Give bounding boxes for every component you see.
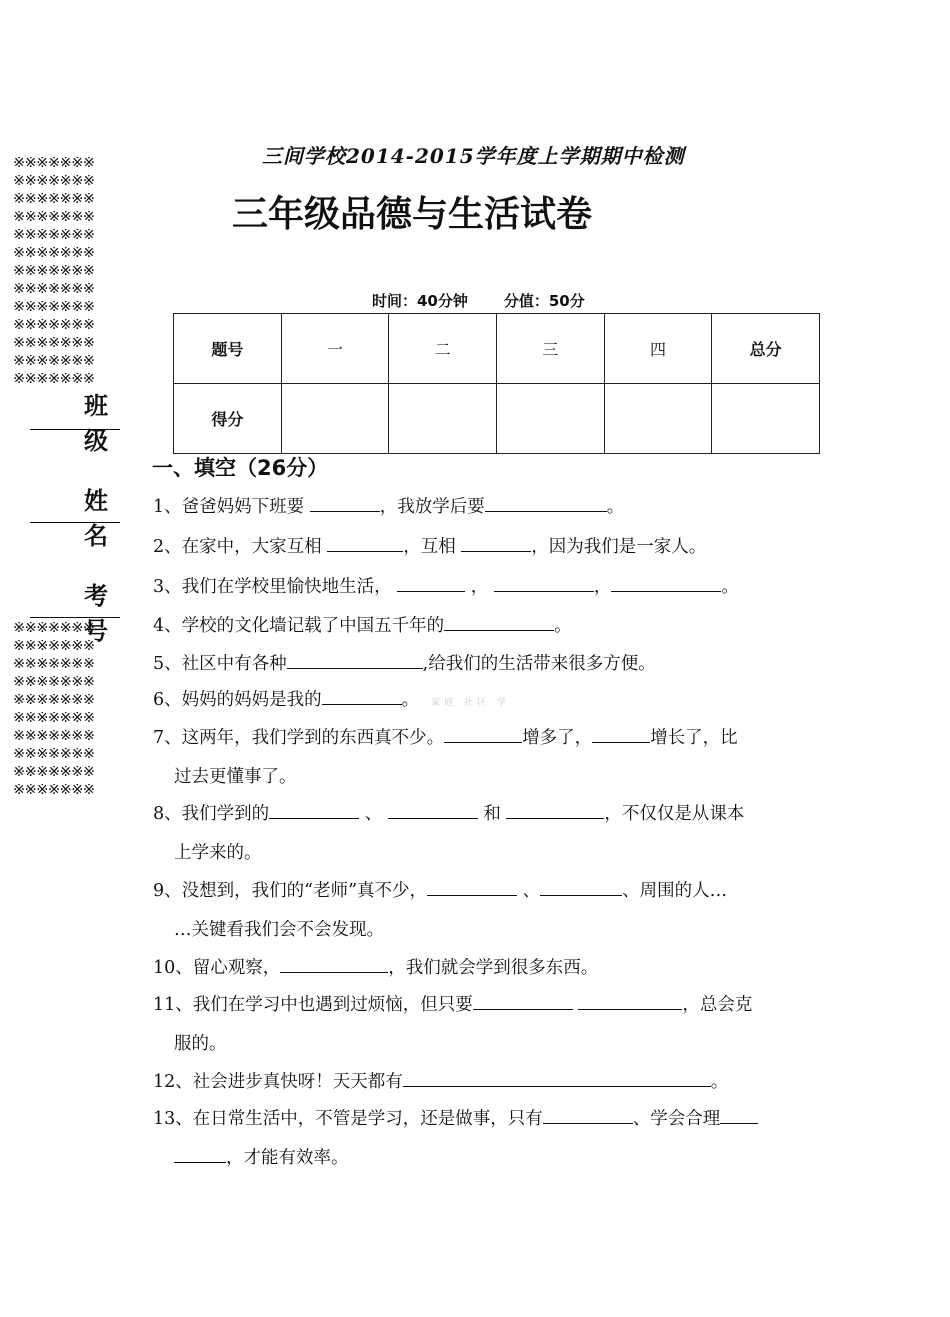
number-label: 考 号 (84, 582, 120, 645)
answer-blank[interactable] (506, 802, 604, 819)
question-text: 、 (517, 881, 541, 901)
question-12 (153, 1068, 728, 1093)
row-label: 得分 (174, 384, 282, 454)
question-text: 。 (401, 690, 420, 710)
answer-blank[interactable] (592, 726, 650, 743)
question-text: 7、这两年，我们学到的东西真不少。 (153, 728, 445, 748)
answer-blank[interactable] (543, 1107, 633, 1124)
answer-blank[interactable] (269, 802, 359, 819)
header-cell: 二 (389, 314, 497, 384)
question-1 (153, 493, 624, 518)
pattern-row: ※※※※※※※ (13, 229, 95, 242)
class-label: 班 级 (84, 392, 120, 455)
question-9-cont: …关键看我们会不会发现。 (174, 920, 384, 940)
section-title: 一、填空（26分） (152, 456, 329, 480)
answer-blank[interactable] (720, 1107, 758, 1124)
question-text: 5、社区中有各种 (153, 654, 287, 674)
score-cell[interactable] (496, 384, 604, 454)
question-text: ，不仅仅是从课本 (604, 804, 745, 824)
question-13 (153, 1105, 758, 1130)
answer-blank[interactable] (310, 495, 380, 512)
class-input-line[interactable] (30, 429, 120, 430)
answer-blank[interactable] (461, 535, 531, 552)
pattern-row: ※※※※※※※ (13, 283, 95, 296)
score-value-label: 分值：50分 (503, 292, 585, 310)
question-text: ， (465, 577, 494, 597)
header-cell: 题号 (174, 314, 282, 384)
question-11-cont: 服的。 (174, 1034, 227, 1054)
pattern-row: ※※※※※※※ (13, 301, 95, 314)
pattern-row: ※※※※※※※ (13, 766, 95, 779)
answer-blank[interactable] (174, 1146, 226, 1163)
score-cell[interactable] (281, 384, 389, 454)
question-text: ，因为我们是一家人。 (531, 537, 707, 557)
answer-blank[interactable] (280, 956, 388, 973)
answer-blank[interactable] (397, 575, 465, 592)
answer-blank[interactable] (473, 993, 573, 1010)
question-text: 增多了， (522, 728, 593, 748)
answer-blank[interactable] (403, 1070, 711, 1087)
question-text: 。 (606, 497, 625, 517)
question-text: 11、我们在学习中也遇到过烦恼，但只要 (153, 995, 473, 1015)
question-text: 8、我们学到的 (153, 804, 270, 824)
question-text: 9、没想到，我们的“老师”真不少， (153, 881, 428, 901)
question-13-cont (174, 1144, 349, 1169)
school-title: 三间学校2014-2015学年度上学期期中检测 (262, 144, 685, 168)
page-title: 三年级品德与生活试卷 (232, 194, 593, 235)
question-text: ,给我们的生活带来很多方便。 (422, 654, 656, 674)
answer-blank[interactable] (444, 614, 554, 631)
question-text: 6、妈妈的妈妈是我的 (153, 690, 322, 710)
pattern-row: ※※※※※※※ (13, 712, 95, 725)
exam-meta (372, 290, 585, 311)
question-10 (153, 954, 598, 979)
question-text: 3、我们在学校里愉快地生活， (153, 577, 398, 597)
pattern-row: ※※※※※※※ (13, 337, 95, 350)
score-cell[interactable] (712, 384, 820, 454)
name-input-line[interactable] (30, 522, 120, 523)
score-table (173, 313, 820, 454)
question-text: ，我们就会学到很多东西。 (388, 958, 599, 978)
question-text: 10、留心观察， (153, 958, 281, 978)
answer-blank[interactable] (494, 575, 594, 592)
pattern-row: ※※※※※※※ (13, 640, 95, 653)
question-2 (153, 533, 706, 558)
pattern-row: ※※※※※※※ (13, 373, 95, 386)
answer-blank[interactable] (322, 688, 402, 705)
question-text: 和 (477, 804, 507, 824)
pattern-row: ※※※※※※※ (13, 193, 95, 206)
question-text: 13、在日常生活中，不管是学习，还是做事，只有 (153, 1109, 543, 1129)
pattern-row: ※※※※※※※ (13, 211, 95, 224)
score-table-score-row (174, 384, 820, 454)
question-text: 2、在家中，大家互相 (153, 537, 328, 557)
question-text: 增长了，比 (650, 728, 738, 748)
question-7-cont: 过去更懂事了。 (174, 767, 297, 787)
answer-blank[interactable] (287, 652, 423, 669)
name-label: 姓 名 (84, 487, 120, 550)
question-text: 。 (710, 1072, 729, 1092)
pattern-row: ※※※※※※※ (13, 694, 95, 707)
question-3 (153, 573, 739, 598)
answer-blank[interactable] (444, 726, 522, 743)
answer-blank[interactable] (427, 879, 517, 896)
pattern-row: ※※※※※※※ (13, 175, 95, 188)
header-cell: 三 (496, 314, 604, 384)
pattern-row: ※※※※※※※ (13, 748, 95, 761)
answer-blank[interactable] (578, 993, 682, 1010)
question-text: ， (593, 577, 612, 597)
question-text: 、学会合理 (632, 1109, 721, 1129)
pattern-row: ※※※※※※※ (13, 730, 95, 743)
faint-watermark-text: 家庭 社区 学 (431, 698, 510, 708)
score-cell[interactable] (389, 384, 497, 454)
question-text: 、 (359, 804, 388, 824)
header-cell: 四 (604, 314, 712, 384)
answer-blank[interactable] (611, 575, 721, 592)
answer-blank[interactable] (540, 879, 622, 896)
question-11 (153, 991, 752, 1016)
pattern-row: ※※※※※※※ (13, 658, 95, 671)
header-cell: 一 (281, 314, 389, 384)
question-text: ，互相 (403, 537, 462, 557)
time-label: 时间：40分钟 (372, 292, 468, 310)
pattern-row: ※※※※※※※ (13, 157, 95, 170)
question-9 (153, 877, 727, 902)
number-input-line[interactable] (30, 617, 120, 618)
answer-blank[interactable] (388, 802, 478, 819)
header-cell: 总分 (712, 314, 820, 384)
pattern-row: ※※※※※※※ (13, 784, 95, 797)
question-text: 。 (554, 616, 572, 636)
pattern-row: ※※※※※※※ (13, 319, 95, 332)
question-4 (153, 612, 572, 637)
score-cell[interactable] (604, 384, 712, 454)
question-text: 。 (721, 577, 739, 597)
question-text: ，总会克 (682, 995, 753, 1015)
question-text: ，才能有效率。 (226, 1148, 349, 1168)
pattern-row: ※※※※※※※ (13, 622, 95, 635)
question-5 (153, 650, 656, 675)
question-text: 1、爸爸妈妈下班要 (153, 497, 310, 517)
question-7 (153, 724, 738, 749)
question-text: ，我放学后要 (379, 497, 485, 517)
score-table-header-row (174, 314, 820, 384)
answer-blank[interactable] (327, 535, 403, 552)
pattern-row: ※※※※※※※ (13, 247, 95, 260)
question-6 (153, 686, 510, 711)
question-text: 、周围的人… (622, 881, 728, 901)
question-text: 12、社会进步真快呀！天天都有 (153, 1072, 403, 1092)
pattern-row: ※※※※※※※ (13, 265, 95, 278)
question-8 (153, 800, 744, 825)
answer-blank[interactable] (485, 495, 607, 512)
pattern-row: ※※※※※※※ (13, 355, 95, 368)
question-text: 4、学校的文化墙记载了中国五千年的 (153, 616, 445, 636)
pattern-row: ※※※※※※※ (13, 676, 95, 689)
question-8-cont: 上学来的。 (174, 843, 262, 863)
